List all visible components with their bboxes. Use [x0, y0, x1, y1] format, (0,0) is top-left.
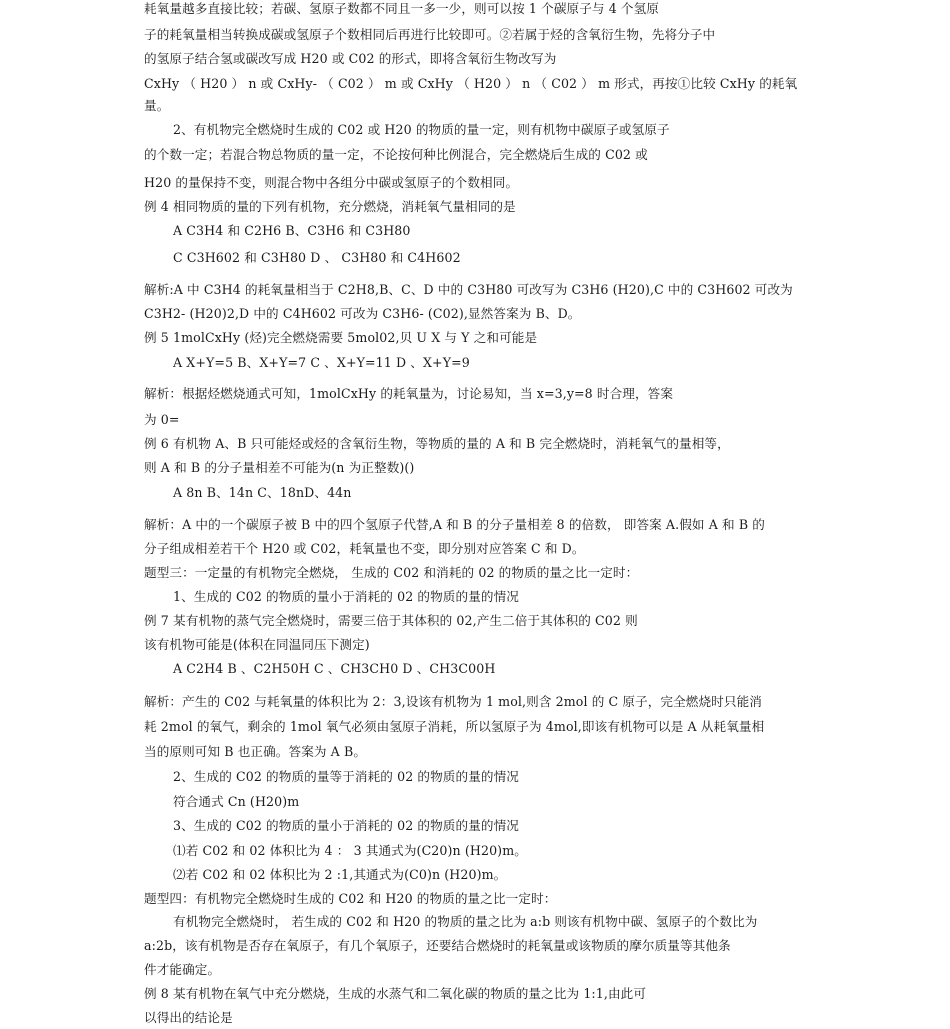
- text-line: 1、生成的 C02 的物质的量小于消耗的 02 的物质的量的情况: [173, 589, 519, 604]
- text-line: H20 的量保持不变，则混合物中各组分中碳或氢原子的个数相同。: [144, 175, 519, 190]
- text-line: A 8n B、14n C、18nD、44n: [173, 485, 352, 500]
- text-line: 有机物完全燃烧时， 若生成的 C02 和 H20 的物质的量之比为 a:b 则该有机物中碳、氢原子的个数比为: [173, 914, 758, 929]
- text-line: 量。: [144, 98, 170, 113]
- text-line: C3H2- (H20)2,D 中的 C4H602 可改为 C3H6- (C02),显然答案为 B、D。: [144, 306, 581, 321]
- text-line: 例 6 有机物 A、B 只可能烃或烃的含氧衍生物，等物质的量的 A 和 B 完全燃烧时，消耗氧气的量相等，: [144, 436, 730, 451]
- text-line: 题型四：有机物完全燃烧时生成的 C02 和 H20 的物质的量之比一定时：: [144, 891, 557, 906]
- text-line: 2、有机物完全燃烧时生成的 C02 或 H20 的物质的量一定，则有机物中碳原子或氢原子: [173, 122, 670, 137]
- text-line: 当的原则可知 B 也正确。答案为 A B。: [144, 744, 367, 759]
- text-line: 件才能确定。: [144, 962, 221, 977]
- text-line: 的氢原子结合氢或碳改写成 H20 或 C02 的形式，即将含氧衍生物改写为: [144, 51, 557, 66]
- text-line: A X+Y=5 B、X+Y=7 C 、X+Y=11 D 、X+Y=9: [173, 355, 470, 370]
- text-line: CxHy （ H20 ） n 或 CxHy- （ C02 ） m 或 CxHy （ H20 ） n （ C02 ） m 形式，再按①比较 CxHy 的耗氧: [144, 76, 798, 91]
- text-line: 2、生成的 C02 的物质的量等于消耗的 02 的物质的量的情况: [173, 769, 519, 784]
- text-line: ⑵若 C02 和 02 体积比为 2 :1,其通式为(C0)n (H20)m。: [173, 867, 507, 882]
- text-line: 3、生成的 C02 的物质的量小于消耗的 02 的物质的量的情况: [173, 818, 519, 833]
- text-line: 例 5 1molCxHy (烃)完全燃烧需要 5mol02,贝 U X 与 Y 之和可能是: [144, 330, 538, 345]
- text-line: 为 0=: [144, 412, 180, 427]
- text-line: 解析：A 中的一个碳原子被 B 中的四个氢原子代替,A 和 B 的分子量相差 8 的倍数， 即答案 A.假如 A 和 B 的: [144, 517, 765, 532]
- text-line: 题型三：一定量的有机物完全燃烧， 生成的 C02 和消耗的 02 的物质的量之比一定时：: [144, 565, 639, 580]
- text-line: 该有机物可能是(体积在同温同压下测定): [144, 637, 370, 652]
- text-line: 耗 2mol 的氧气，剩余的 1mol 氧气必须由氢原子消耗，所以氢原子为 4mol,即该有机物可以是 A 从耗氧量相: [144, 719, 765, 734]
- text-line: A C2H4 B 、C2H50H C 、CH3CH0 D 、CH3C00H: [173, 661, 496, 676]
- text-line: 分子组成相差若干个 H20 或 C02，耗氧量也不变，即分别对应答案 C 和 D。: [144, 541, 585, 556]
- text-line: 的个数一定；若混合物总物质的量一定，不论按何种比例混合，完全燃烧后生成的 C02 或: [144, 147, 648, 162]
- text-line: A C3H4 和 C2H6 B、C3H6 和 C3H80: [173, 223, 411, 238]
- text-line: C C3H602 和 C3H80 D 、 C3H80 和 C4H602: [173, 250, 461, 265]
- text-line: ⑴若 C02 和 02 体积比为 4 ： 3 其通式为(C20)n (H20)m。: [173, 843, 527, 858]
- text-line: 例 4 相同物质的量的下列有机物，充分燃烧，消耗氧气量相同的是: [144, 199, 516, 214]
- text-line: 解析：产生的 C02 与耗氧量的体积比为 2：3,设该有机物为 1 mol,则含 2mol 的 C 原子，完全燃烧时只能消: [144, 694, 762, 709]
- text-line: 符合通式 Cn (H20)m: [173, 794, 300, 809]
- text-line: a:2b，该有机物是否存在氧原子，有几个氧原子，还要结合燃烧时的耗氧量或该物质的摩尔质量等其他条: [144, 938, 731, 953]
- text-line: 耗氧量越多直接比较；若碳、氢原子数都不同且一多一少，则可以按 1 个碳原子与 4 个氢原: [144, 1, 659, 16]
- text-line: 解析：根据烃燃烧通式可知，1molCxHy 的耗氧量为，讨论易知，当 x=3,y=8 时合理，答案: [144, 386, 674, 401]
- text-line: 解析:A 中 C3H4 的耗氧量相当于 C2H8,B、C、D 中的 C3H80 可改写为 C3H6 (H20),C 中的 C3H602 可改为: [144, 282, 793, 297]
- text-line: 子的耗氧量相当转换成碳或氢原子个数相同后再进行比较即可。②若属于烃的含氧衍生物，先将分子中: [144, 27, 716, 42]
- text-line: 例 8 某有机物在氧气中充分燃烧，生成的水蒸气和二氧化碳的物质的量之比为 1:1,由此可: [144, 986, 647, 1001]
- text-line: 则 A 和 B 的分子量相差不可能为(n 为正整数)(): [144, 460, 415, 475]
- text-line: 以得出的结论是: [144, 1010, 233, 1025]
- text-line: 例 7 某有机物的蒸气完全燃烧时，需要三倍于其体积的 02,产生二倍于其体积的 C02 则: [144, 613, 638, 628]
